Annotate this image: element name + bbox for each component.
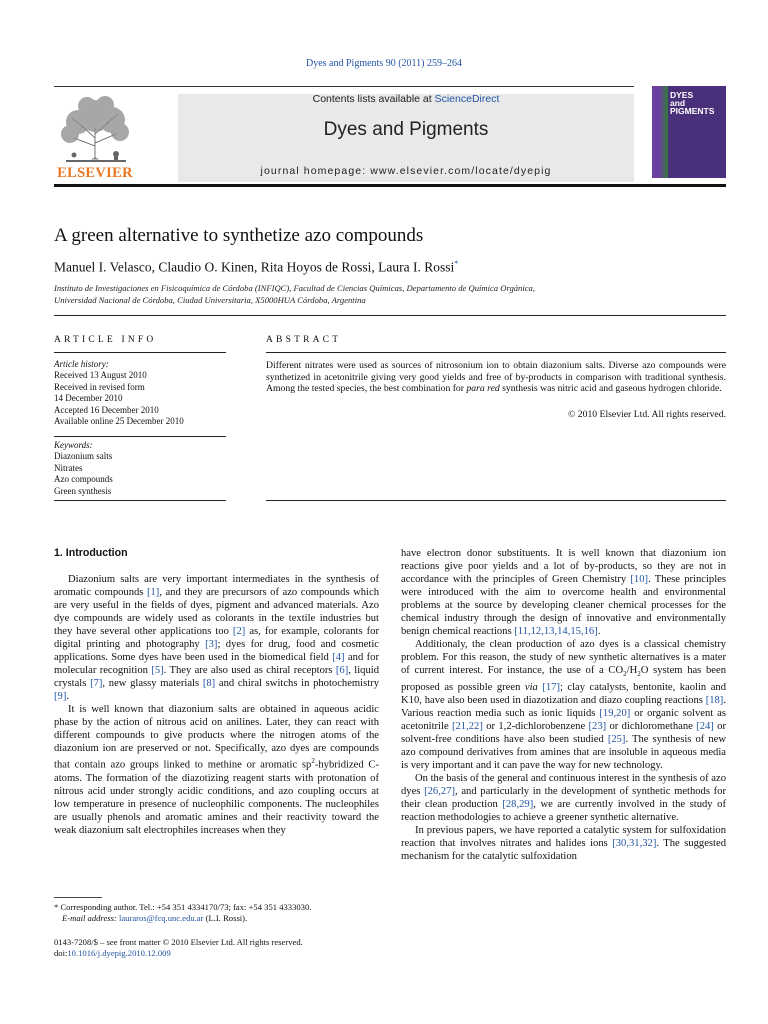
body-paragraph: [54, 703, 379, 837]
history-entry: Received 13 August 2010: [54, 370, 147, 381]
citation-link[interactable]: [21,22]: [451, 721, 483, 733]
history-entry: Available online 25 December 2010: [54, 416, 184, 427]
doi-link[interactable]: 10.1016/j.dyepig.2010.12.009: [67, 948, 171, 958]
email-line: [54, 913, 394, 924]
right-paragraphs: [401, 547, 726, 863]
text-run: as, for example, colorants for digital printing and photography: [54, 626, 379, 650]
text-run: Additionaly, the clean production of azo dyes is a classical chemistry problem. For this reason, the study of new synthetic alternatives is a mater of current interest. For instance, the use of a CO: [401, 639, 726, 676]
history-entry: 14 December 2010: [54, 393, 123, 404]
text-run: or organic solvent as acetonitrile: [401, 708, 727, 733]
text-run: ; dyes for drug, food and cosmetic applications. Some dyes have been used in the biomedical field: [54, 639, 379, 663]
text-run: .: [66, 691, 70, 702]
body-paragraph: [401, 772, 726, 824]
text-run: . The synthesis of new azo compound derivatives from amines that are insoluble in aqueous media is very important and it can pave the way for new technology.: [401, 734, 726, 772]
section-rule: [54, 315, 726, 316]
keywords-rule: [54, 436, 226, 437]
subscript: 2: [637, 670, 641, 679]
text-run: On the basis of the general and continuous interest in the synthesis of azo dyes: [401, 773, 726, 798]
text-run: -hybridized C-atoms. The formation of the diazotizing reagent starts with protonation of nitrous acid under strongly acidic conditions, and azo coupling occurs at low temperature in presence of nucleophilic components. The nucleophiles are usually phenols and aromatic amines and their reactivity toward the weak diazonium salt electrophiles increases when they: [54, 759, 379, 836]
journal-name: Dyes and Pigments: [323, 119, 489, 140]
text-run: and for molecular recognition: [54, 652, 379, 676]
journal-cover-image[interactable]: [652, 86, 726, 178]
article-info-rule: [54, 352, 226, 353]
history-label: Article history:: [54, 359, 109, 369]
text-run: Diazonium salts are very important intermediates in the synthesis of aromatic compounds: [54, 574, 379, 598]
cover-title-line: and: [670, 98, 686, 108]
text-run: have electron donor substituents. It is well known that diazonium ion reactions give poor yields and a lot of by-products, so they are not in accordance with the principles of Green Chemistry: [401, 548, 726, 585]
text-run: , and particularly in the development of synthetic methods for their clean production: [401, 786, 726, 811]
keyword: Diazonium salts: [54, 451, 113, 462]
contents-availability: [178, 93, 634, 105]
text-run: , we are currently involved in the study of reaction methodologies to achieve a greener synthetic alternative.: [401, 799, 726, 824]
citation-link[interactable]: [30,31,32]: [612, 838, 657, 850]
cover-title-line: PIGMENTS: [670, 106, 715, 116]
text-run: , and they are precursors of azo compounds which are very useful in the fields of dyes, pigment and advanced materials. Azo dye compounds are widely used as colorants in the textile industries but they have several other applications too: [54, 587, 379, 637]
text-run: In previous papers, we have reported a catalytic system for sulfoxidation reaction that involves nitrates and halides ions: [401, 825, 726, 850]
citation-link[interactable]: [9]: [54, 691, 67, 702]
citation-link[interactable]: [11,12,13,14,15,16]: [514, 626, 598, 637]
text-run: It is well known that diazonium salts are obtained in aqueous acidic phase by the action of nitrous acid on anilines. Later, they can react with different compounds to give products where the nitrogen atoms of the diazonium ion are preserved or not. Specifically, azo dyes are compounds that contain azo groups linked to methine or aromatic sp: [54, 704, 379, 771]
abstract-bottom-rule: [266, 500, 726, 501]
cover-title: [670, 91, 714, 115]
citation-link[interactable]: [17]: [542, 682, 560, 694]
text-run: , new glassy materials: [102, 678, 203, 689]
citation-link[interactable]: [26,27]: [424, 786, 455, 798]
doi-prefix: doi:: [54, 948, 68, 958]
keywords-label: Keywords:: [54, 440, 93, 450]
cover-title-line: DYES: [670, 90, 694, 100]
section-heading: 1. Introduction: [54, 547, 128, 559]
text-run: . They are also used as chiral receptors: [163, 665, 336, 676]
abstract-text-part: Different nitrates were used as sources of nitrosonium ion to obtain diazonium salts. Diverse azo compounds were synthetized in acetonitrile giving very good yields and free of by-products in comparison with traditional synthesis. Among the tested species, the best combination for: [266, 360, 726, 395]
abstract-italic-term: para red: [466, 383, 500, 395]
citation-link[interactable]: [19,20]: [599, 708, 631, 720]
citation-link[interactable]: [24]: [696, 721, 714, 733]
left-paragraphs: [54, 573, 379, 837]
affiliation-line: Universidad Nacional de Córdoba, Ciudad Universitaria, X5000HUA Córdoba, Argentina: [54, 295, 366, 305]
email-label: E-mail address:: [62, 913, 117, 923]
abstract-body: [266, 360, 726, 395]
history-entry: Received in revised form: [54, 381, 145, 392]
paper-title: A green alternative to synthetize azo compounds: [54, 225, 424, 246]
issn-line: 0143-7208/$ – see front matter © 2010 Elsevier Ltd. All rights reserved.: [54, 937, 303, 947]
issn-block: [54, 937, 303, 959]
keyword: Nitrates: [54, 462, 83, 473]
keyword: Green synthesis: [54, 485, 112, 496]
text-run: O system has been proposed as possible green: [401, 665, 726, 694]
header-rule: [54, 86, 634, 87]
corresponding-author-mark[interactable]: *: [454, 259, 459, 268]
affiliation: [54, 282, 694, 306]
keyword: Azo compounds: [54, 474, 113, 485]
citation-link[interactable]: [28,29]: [502, 799, 534, 811]
body-paragraph: [401, 638, 726, 772]
citation-link[interactable]: [5]: [151, 665, 164, 676]
body-column-left: [54, 547, 379, 837]
abstract-copyright: © 2010 Elsevier Ltd. All rights reserved.: [567, 409, 726, 420]
text-run: . The suggested mechanism for the catalytic sulfoxidation: [401, 838, 726, 863]
citation-link[interactable]: [25]: [607, 734, 626, 746]
text-run: .: [597, 626, 601, 637]
keywords-block: [54, 440, 226, 497]
affiliation-line: Instituto de Investigaciones en Fisicoquímica de Córdoba (INFIQC), Facultad de Ciencias Químicas, Departamento de Química Orgánica,: [54, 283, 536, 293]
footnote: [54, 902, 394, 924]
article-info-heading: ARTICLE INFO: [54, 335, 157, 345]
text-run: . Various reaction media such as ionic liquids: [401, 695, 726, 720]
article-history: [54, 359, 226, 427]
superscript: 2: [311, 757, 315, 765]
article-info-bottom-rule: [54, 500, 226, 501]
abstract-heading: ABSTRACT: [266, 335, 342, 345]
authors-text: Manuel I. Velasco, Claudio O. Kinen, Rita Hoyos de Rossi, Laura I. Rossi: [54, 259, 455, 275]
citation-link[interactable]: [18]: [705, 695, 724, 707]
corresponding-text: Corresponding author. Tel.: +54 351 4334170/73; fax: +54 351 4333030.: [60, 902, 312, 912]
text-run: or solvent-free conditions have also been studied: [401, 721, 726, 746]
citation-link[interactable]: [4]: [332, 652, 345, 663]
corresponding-note: [54, 902, 394, 913]
text-run: ; clay catalysts, bentonite, kaolin and K10, have also been used in diazotization and diazo coupling reactions: [401, 682, 726, 707]
body-paragraph: [401, 824, 726, 863]
journal-citation[interactable]: Dyes and Pigments 90 (2011) 259–264: [305, 58, 462, 69]
text-run: . These principles were introduced with the aim to overcome health and environmental problems at the source by developing cleaner chemical processes for the chemical industry through the design of innovative and environmentally benign chemical reactions: [401, 574, 726, 637]
footnote-mark: *: [54, 902, 59, 912]
contents-prefix: Contents lists available at: [312, 93, 435, 105]
subscript: 2: [623, 670, 627, 679]
doi-line: [54, 948, 303, 959]
body-paragraph: [401, 547, 726, 638]
citation-link[interactable]: [3]: [205, 639, 218, 650]
abstract-text-part: synthesis was nitric acid and gaseous hydrogen chloride.: [499, 383, 722, 395]
text-run: or 1,2-dichlorobenzene: [482, 721, 589, 733]
italic-text: via: [524, 682, 538, 694]
citation-link[interactable]: [23]: [588, 721, 607, 733]
text-run: , liquid crystals: [54, 665, 379, 689]
text-run: or dichloromethane: [606, 721, 697, 733]
citation-link[interactable]: [1]: [146, 587, 160, 598]
citation-link[interactable]: [7]: [90, 678, 103, 689]
email-suffix: (L.I. Rossi).: [203, 913, 248, 923]
elsevier-wordmark[interactable]: ELSEVIER: [57, 165, 133, 181]
footnote-rule: [54, 897, 102, 898]
author-list: [54, 259, 458, 276]
abstract-rule: [266, 352, 726, 353]
citation-link[interactable]: [6]: [335, 665, 349, 676]
history-entry: Accepted 16 December 2010: [54, 404, 159, 415]
citation-link[interactable]: [2]: [232, 626, 246, 637]
text-run: and chiral switchs in photochemistry: [215, 678, 379, 689]
body-column-right: [401, 547, 726, 863]
journal-homepage[interactable]: journal homepage: www.elsevier.com/locate/dyepig: [260, 165, 552, 177]
masthead-bottom-rule: [54, 184, 726, 187]
citation-link[interactable]: [10]: [630, 574, 649, 585]
citation-link[interactable]: [8]: [202, 678, 216, 689]
text-run: /H: [626, 665, 638, 676]
sciencedirect-link[interactable]: ScienceDirect: [434, 93, 500, 105]
email-link[interactable]: lauraros@fcq.unc.edu.ar: [118, 913, 204, 923]
body-paragraph: [54, 573, 379, 703]
